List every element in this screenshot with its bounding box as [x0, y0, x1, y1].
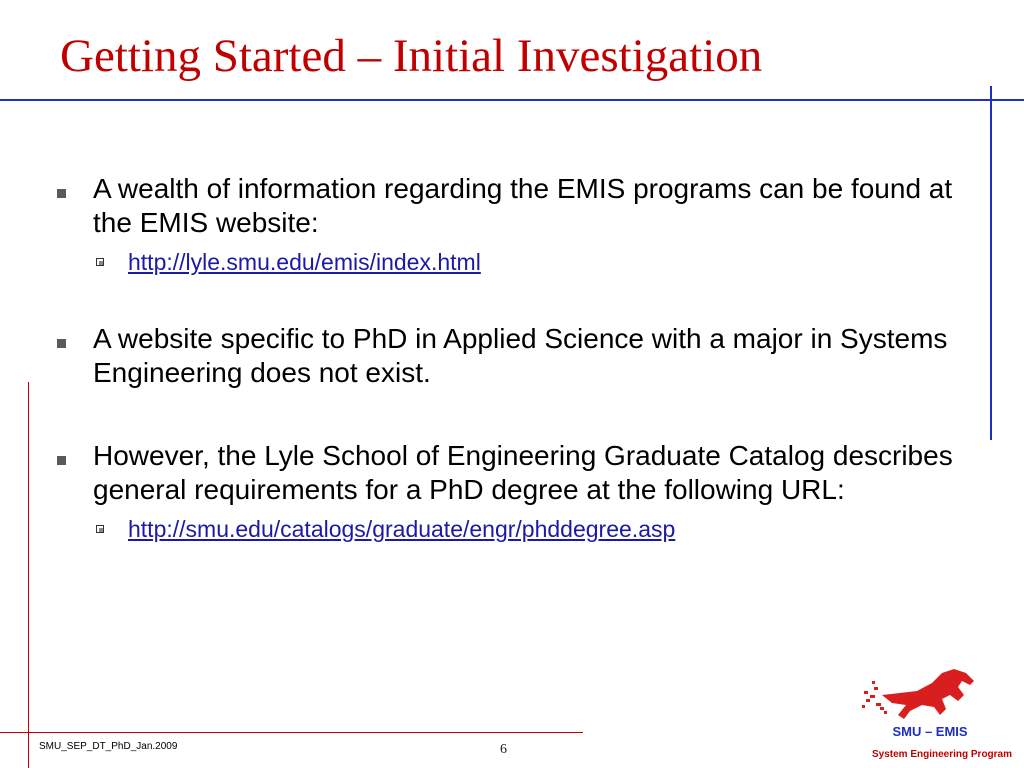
slide-title: Getting Started – Initial Investigation	[60, 30, 763, 82]
square-bullet-icon	[57, 339, 66, 348]
logo-subtitle: System Engineering Program	[871, 749, 1013, 760]
mustang-horse-icon	[862, 665, 992, 723]
bullet-item	[55, 172, 955, 240]
hollow-square-bullet-icon	[96, 525, 104, 533]
bullet-item	[55, 322, 955, 390]
sub-bullet-item	[55, 515, 955, 543]
title-underline	[0, 99, 1024, 101]
left-vertical-rule	[28, 382, 29, 768]
bullet-text: However, the Lyle School of Engineering Graduate Catalog describes general requirements for a PhD degree at the following URL:	[93, 440, 953, 505]
right-vertical-rule	[990, 86, 992, 440]
footer-document-id: SMU_SEP_DT_PhD_Jan.2009	[39, 741, 178, 752]
page-number: 6	[500, 742, 507, 757]
emis-website-link[interactable]: http://lyle.smu.edu/emis/index.html	[128, 249, 481, 275]
sub-bullet-item	[55, 248, 955, 276]
logo-title: SMU – EMIS	[892, 724, 968, 739]
phd-catalog-link[interactable]: http://smu.edu/catalogs/graduate/engr/phddegree.asp	[128, 516, 676, 542]
hollow-square-bullet-icon	[96, 258, 104, 266]
bullet-list	[55, 172, 955, 543]
square-bullet-icon	[57, 456, 66, 465]
square-bullet-icon	[57, 189, 66, 198]
bullet-item	[55, 439, 955, 507]
bullet-text: A website specific to PhD in Applied Science with a major in Systems Engineering does not exist.	[93, 323, 948, 388]
bullet-text: A wealth of information regarding the EMIS programs can be found at the EMIS website:	[93, 173, 953, 238]
footer-rule	[0, 732, 583, 733]
